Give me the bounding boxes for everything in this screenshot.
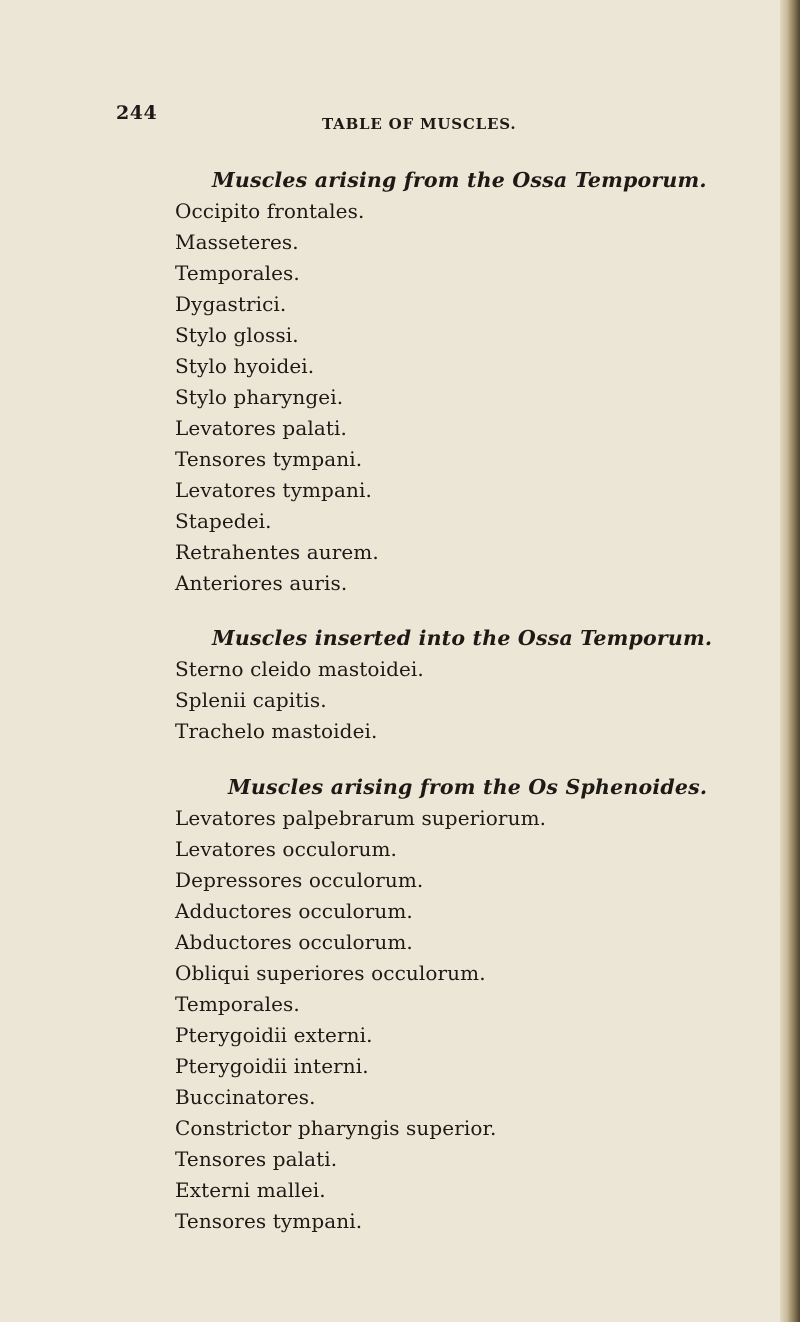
list-item: Retrahentes aurem. — [175, 540, 379, 564]
list-item: Stapedei. — [175, 509, 272, 533]
book-spine-edge — [780, 0, 800, 1322]
list-item: Stylo hyoidei. — [175, 354, 315, 378]
list-item: Tensores tympani. — [175, 1209, 363, 1233]
section-title: Muscles arising from the Ossa Temporum. — [212, 168, 707, 192]
list-item: Depressores occulorum. — [175, 868, 424, 892]
list-item: Levatores palpebrarum superiorum. — [175, 806, 547, 830]
list-item: Pterygoidii interni. — [175, 1054, 369, 1078]
list-item: Splenii capitis. — [175, 688, 327, 712]
section-title: Muscles arising from the Os Sphenoides. — [228, 775, 708, 799]
list-item: Obliqui superiores occulorum. — [175, 961, 486, 985]
list-item: Adductores occulorum. — [175, 899, 413, 923]
list-item: Pterygoidii externi. — [175, 1023, 373, 1047]
running-title: TABLE OF MUSCLES. — [322, 115, 517, 133]
list-item: Constrictor pharyngis superior. — [175, 1116, 497, 1140]
list-item: Externi mallei. — [175, 1178, 326, 1202]
list-item: Levatores tympani. — [175, 478, 372, 502]
list-item: Temporales. — [175, 992, 300, 1016]
list-item: Occipito frontales. — [175, 199, 365, 223]
section-title: Muscles inserted into the Ossa Temporum. — [212, 626, 713, 650]
list-item: Trachelo mastoidei. — [175, 719, 378, 743]
list-item: Anteriores auris. — [175, 571, 348, 595]
list-item: Abductores occulorum. — [175, 930, 413, 954]
list-item: Sterno cleido mastoidei. — [175, 657, 424, 681]
page-number: 244 — [116, 102, 158, 124]
list-item: Stylo glossi. — [175, 323, 299, 347]
list-item: Levatores occulorum. — [175, 837, 397, 861]
list-item: Masseteres. — [175, 230, 299, 254]
list-item: Dygastrici. — [175, 292, 287, 316]
list-item: Buccinatores. — [175, 1085, 316, 1109]
list-item: Stylo pharyngei. — [175, 385, 344, 409]
list-item: Temporales. — [175, 261, 300, 285]
list-item: Tensores tympani. — [175, 447, 363, 471]
list-item: Tensores palati. — [175, 1147, 338, 1171]
list-item: Levatores palati. — [175, 416, 347, 440]
